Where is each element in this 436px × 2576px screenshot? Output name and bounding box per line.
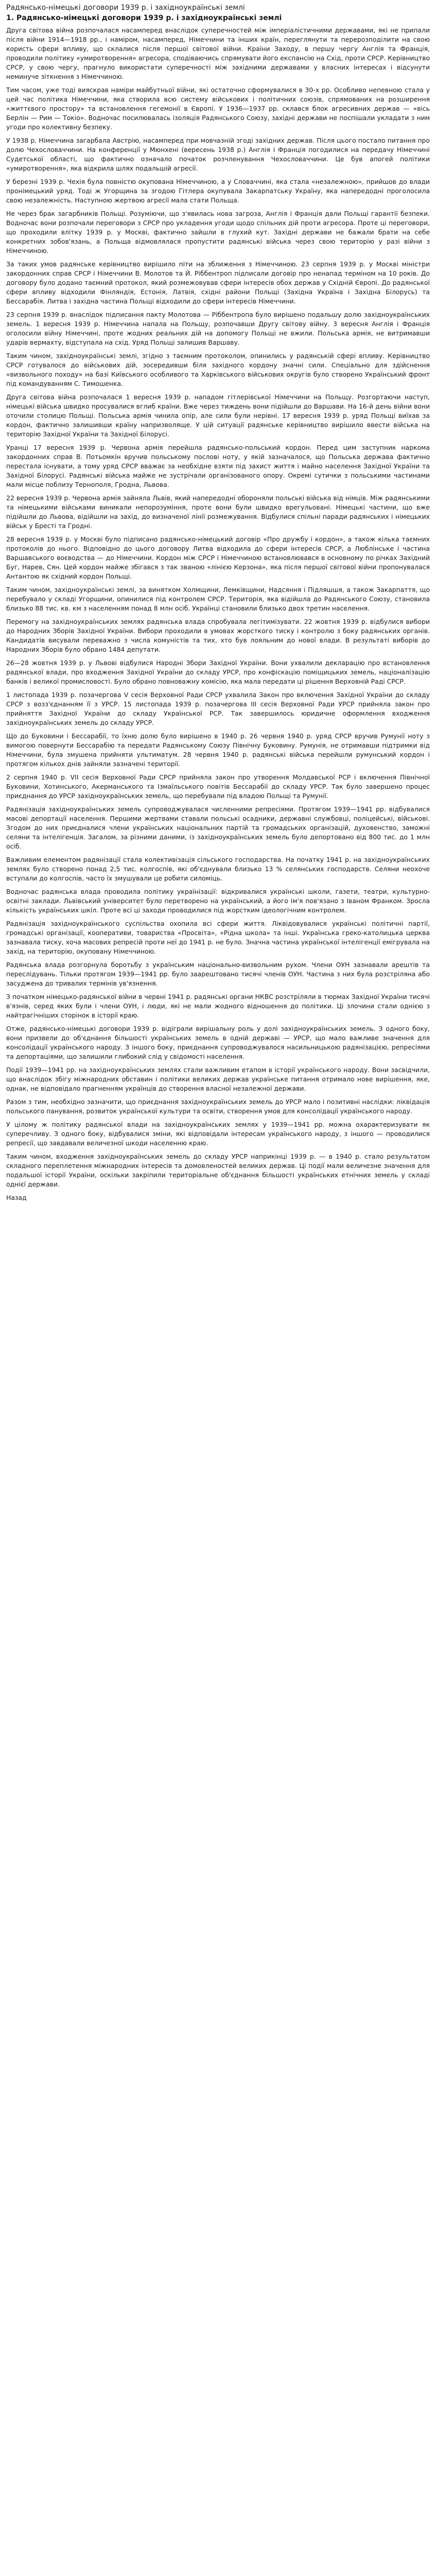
article-paragraph: Важливим елементом радянізації стала колективізація сільського господарства. На початку 1941 р. на західноукраїнських землях було створено понад 2,5 тис. колгоспів, які об'єднували близько 13 % селянських господарств. Селяни неохоче вступали до колгоспів, часто їх змушували це робити силоміць. [6, 856, 430, 882]
article-paragraph: Таким чином, західноукраїнські землі, згідно з таємним протоколом, опинились у радянській сфері впливу. Керівництво СРСР готувалося до військових дій, зосередивши біля західного кордону значні сили. Спеціально для здійснення «визвольного походу» на базі Київського особливого та Харківського військових округів було створено Український фронт під командуванням С. Тимошенка. [6, 352, 430, 387]
article-paragraph: Друга світова війна розпочалася насамперед внаслідок суперечностей між імперіалістичними державами, які не припали після війни 1914—1918 рр., і наміром, насамперед, Німеччини та інших країн, переглянути та перерозподілити на свою користь сфери впливу, що склалися після першої світової війни. Країни Заходу, в першу чергу Англія та Франція, проводили політику «умиротворення» агресора, сподіваючись спрямувати його експансію на Схід, проти СРСР. Керівництво СРСР, у свою чергу, прагнуло використати суперечності між західними державами у власних інтересах і відсунути неминуче зіткнення з Німеччиною. [6, 26, 430, 80]
article-paragraph: 23 серпня 1939 р. внаслідок підписання пакту Молотова — Ріббентропа було вирішено подальшу долю західноукраїнських земель. 1 вересня 1939 р. Німеччина напала на Польщу, розпочавши Другу світову війну. 3 вересня Англія і Франція оголосили війну Німеччині, проте жодних реальних дій на допомогу Польщі не вжили. Польська армія, не витримавши ударів вермахту, відступала на схід. Уряд Польщі залишив Варшаву. [6, 311, 430, 346]
article-paragraph: Друга світова війна розпочалася 1 вересня 1939 р. нападом гітлерівської Німеччини на Польщу. Розгортаючи наступ, німецькі війська швидко просувалися вглиб країни. Вже через тиждень вони підійшли до Варшави. На 16-й день війни вони оточили столицю Польщі. Польська армія чинила опір, але сили були нерівні. 17 вересня 1939 р. уряд Польщі виїхав за кордон, фактично залишивши країну напризволяще. У цій ситуації радянське керівництво вирішило ввести війська на територію Західної України та Західної Білорусі. [6, 393, 430, 438]
article-body [3, 26, 433, 1202]
article-paragraph: Не через брак загарбників Польщі. Розуміючи, що з'явилась нова загроза, Англія і Франція дали Польщі гарантії безпеки. Водночас вони розпочали переговори з СРСР про укладення угоди щодо спільних дій проти агресора. Проте ці переговори, що проходили влітку 1939 р. у Москві, фактично зайшли в глухий кут. Західні держави не бажали брати на себе конкретних зобов'язань, а Польща відмовлялася пропустити радянські війська через свою територію у разі війни з Німеччиною. [6, 210, 430, 255]
article-paragraph: 1 листопада 1939 р. позачергова V сесія Верховної Ради СРСР ухвалила Закон про включення Західної України до складу СРСР з возз'єднанням її з УРСР. 15 листопада 1939 р. позачергова III сесія Верховної Ради УРСР прийняла закон про прийняття Західної України до складу Української РСР. Так завершилось юридичне оформлення входження західноукраїнських земель до складу УРСР. [6, 691, 430, 726]
article-paragraph: Отже, радянсько-німецькі договори 1939 р. відіграли вирішальну роль у долі західноукраїнських земель. З одного боку, вони призвели до об'єднання більшості українських земель в одній державі — УРСР, що мало важливе значення для консолідації українського народу. З іншого боку, приєднання супроводжувалося насильницькою радянізацією, репресіями та депортаціями, що залишили глибокий слід у свідомості населення. [6, 1025, 430, 1060]
article-paragraph: Таким чином, західноукраїнські землі, за винятком Холмщини, Лемківщини, Надсяння і Підляшшя, а також Закарпаття, що перебувало у складі Угорщини, опинилися під контролем СРСР. Територія, яка відійшла до Радянського Союзу, становила близько 88 тис. кв. км з населенням понад 8 млн осіб. Українці становили близько двох третин населення. [6, 586, 430, 612]
article-paragraph: Радянська влада розгорнула боротьбу з українським національно-визвольним рухом. Члени ОУН зазнавали арештів та переслідувань. Тільки протягом 1939—1941 рр. було заарештовано тисячі членів ОУН. Частина з них була розстріляна або засуджена до тривалих термінів ув'язнення. [6, 961, 430, 987]
article-paragraph: Таким чином, входження західноукраїнських земель до складу УРСР наприкінці 1939 р. — в 1940 р. стало результатом складного переплетення міжнародних інтересів та домовленостей великих держав. Ці події мали величезне значення для подальшої історії України, оскільки закріпили територіальне об'єднання більшості українських етнічних земель у складі однієї держави. [6, 1153, 430, 1188]
article-paragraph: Що до Буковини і Бессарабії, то їхню долю було вирішено в 1940 р. 26 червня 1940 р. уряд СРСР вручив Румунії ноту з вимогою повернути Бессарабію та передати Радянському Союзу Північну Буковину. Румунія, не отримавши підтримки від Німеччини, була змушена прийняти ультиматум. 28 червня 1940 р. радянські війська перейшли румунський кордон і протягом кількох днів зайняли зазначені території. [6, 732, 430, 768]
article-paragraph: 28 вересня 1939 р. у Москві було підписано радянсько-німецький договір «Про дружбу і кордон», а також кілька таємних протоколів до нього. Відповідно до цього договору Литва відходила до сфери інтересів СРСР, а Люблінське і частина Варшавського воєводства — до Німеччини. Кордон між СРСР і Німеччиною встановлювався в основному по річках Західний Буг, Нарев, Сян. Цей кордон майже збігався з так званою «лінією Керзона», яка після першої світової війни пропонувалася Антантою як східний кордон Польщі. [6, 535, 430, 580]
article-paragraph: 26—28 жовтня 1939 р. у Львові відбулися Народні Збори Західної України. Вони ухвалили декларацію про встановлення радянської влади, про входження Західної України до складу УРСР, про конфіскацію поміщицьких земель, націоналізацію банків і великої промисловості. Було обрано повноважну комісію, яка мала передати ці рішення Верховній Раді СРСР. [6, 659, 430, 685]
article-paragraph: 2 серпня 1940 р. VII сесія Верховної Ради СРСР прийняла закон про утворення Молдавської РСР і включення Північної Буковини, Хотинського, Акерманського та Ізмаїльського повітів Бессарабії до складу УРСР. Так було завершено процес приєднання до УРСР західноукраїнських земель, що перебували під владою Польщі та Румунії. [6, 773, 430, 800]
article-paragraph: Разом з тим, необхідно зазначити, що приєднання західноукраїнських земель до УРСР мало і позитивні наслідки: ліквідація польського панування, розвиток української культури та освіти, створення умов для консолідації українського народу. [6, 1098, 430, 1115]
article-paragraph: З початком німецько-радянської війни в червні 1941 р. радянські органи НКВС розстріляли в тюрмах Західної України тисячі в'язнів, серед яких були і члени ОУН, і люди, які не мали жодного відношення до політики. Ці злочини стали однією з найтрагічніших сторінок в історії краю. [6, 993, 430, 1019]
article-paragraph: Події 1939—1941 рр. на західноукраїнських землях стали важливим етапом в історії українського народу. Вони засвідчили, що внаслідок збігу міжнародних обставин і політики великих держав українське питання отримало нове вирішення, яке, однак, не відповідало прагненням українців до створення власної незалежної держави. [6, 1066, 430, 1092]
article-paragraph: Тим часом, уже тоді вияскрав наміри майбутньої війни, які остаточно сформувалися в 30-х рр. Особливо непевною стала у цей час політика Німеччини, яка створила всю систему військових і політичних союзів, спрямованих на розширення «життєвого простору» та встановлення гегемонії в Європі. У 1936—1937 рр. склався блок агресивних держав — «вісь Берлін — Рим — Токіо». Водночас посилювалась ізоляція Радянського Союзу, західні держави не поспішали укладати з ним угоди про колективну безпеку. [6, 86, 430, 131]
article-paragraph: У березні 1939 р. Чехія була повністю окупована Німеччиною, а у Словаччині, яка стала «незалежною», прийшов до влади пронімецький уряд. Тоді ж Угорщина за згодою Гітлера окупувала Закарпатську Україну, яка напередодні проголосила свою незалежність. Наступною жертвою агресії мала стати Польща. [6, 178, 430, 204]
page [3, 0, 433, 1202]
article-paragraph: Водночас радянська влада проводила політику українізації: відкривалися українські школи, газети, театри, культурно-освітні заклади. Львівський університет було перетворено на український, а його ім'я пов'язано з Іваном Франком. Зросла кількість українських шкіл. Проте всі ці заходи проводилися під жорстким ідеологічним контролем. [6, 888, 430, 914]
article-paragraph: За таких умов радянське керівництво вирішило піти на зближення з Німеччиною. 23 серпня 1939 р. у Москві міністри закордонних справ СРСР і Німеччини В. Молотов та Й. Ріббентроп підписали договір про ненапад терміном на 10 років. До договору було додано таємний протокол, який розмежовував сфери інтересів обох держав у Східній Європі. До радянської сфери впливу відходили Фінляндія, Естонія, Латвія, східні райони Польщі (Західна Україна і Західна Білорусь) та Бессарабія. Литва і західна частина Польщі відходили до сфери інтересів Німеччини. [6, 260, 430, 305]
article-paragraph: У 1938 р. Німеччина загарбала Австрію, насамперед при мовчазній згоді західних держав. Після цього постало питання про долю Чехословаччини. На конференції у Мюнхені (вересень 1938 р.) Англія і Франція погодилися на передачу Німеччині Судетської області, що фактично означало початок розчленування Чехословаччини. Це був апогей політики «умиротворення», яка відкрила шлях подальшій агресії. [6, 137, 430, 172]
article-title: 1. Радянсько-німецькі договори 1939 р. і західноукраїнські землі [6, 14, 282, 22]
article-paragraph: 22 вересня 1939 р. Червона армія зайняла Львів, який напередодні обороняли польські війська від німців. Між радянськими та німецькими військами виникали непорозуміння, проте вони були швидко врегульовані. Німецькі частини, що вже підійшли до Львова, відійшли на захід, до визначеної лінії розмежування. Відбулися спільні паради радянських і німецьких військ у Бресті та Гродні. [6, 494, 430, 530]
breadcrumb[interactable]: Радянсько-німецькі договори 1939 р. і західноукраїнські землі [6, 4, 245, 12]
article-paragraph: Радянізація західноукраїнського суспільства охопила всі сфери життя. Ліквідовувалися українські політичні партії, громадські організації, кооперативи, товариства «Просвіта», «Рідна школа» та інші. Українська греко-католицька церква зазнавала тиску, хоча масових репресій проти неї до 1941 р. не було. Значна частина української інтелігенції емігрувала на захід, на територію, окуповану Німеччиною. [6, 920, 430, 955]
article-paragraph: У цілому ж політику радянської влади на західноукраїнських землях у 1939—1941 рр. можна охарактеризувати як суперечливу. З одного боку, відбувалися зміни, які відповідали інтересам українського народу, з іншого — проводилися репресії, що завдавали величезної шкоди населенню краю. [6, 1121, 430, 1147]
article-paragraph: Радянізація західноукраїнських земель супроводжувалася численними репресіями. Протягом 1939—1941 рр. відбувалися масові депортації населення. Першими жертвами ставали польські осадники, державні службовці, поліцейські, військові. Згодом до них приєдналися члени українських національних партій та громадських організацій, духовенство, заможні селяни та інтелігенція. Загалом, за різними даними, із західноукраїнських земель було депортовано від 800 тис. до 1 млн осіб. [6, 805, 430, 850]
article-paragraph: Перемогу на західноукраїнських землях радянська влада спробувала легітимізувати. 22 жовтня 1939 р. відбулися вибори до Народних Зборів Західної України. Вибори проходили в умовах жорсткого тиску і контролю з боку радянських органів. Кандидатів висували переважно з числа комуністів та тих, хто був лояльним до нової влади. В результаті виборів до Народних Зборів було обрано 1484 депутати. [6, 618, 430, 653]
article-paragraph: Назад [6, 1194, 27, 1201]
article-paragraph: Уранці 17 вересня 1939 р. Червона армія перейшла радянсько-польський кордон. Перед цим заступник наркома закордонних справ В. Потьомкін вручив польському послові ноту, у якій зазначалося, що Польська держава фактично перестала існувати, а тому уряд СРСР вважає за необхідне взяти під захист життя і майно населення Західної України та Західної Білорусі. Радянські війська майже не зустрічали організованого опору. Окремі сутички з польськими частинами мали місце поблизу Тернополя, Гродна, Львова. [6, 444, 430, 488]
